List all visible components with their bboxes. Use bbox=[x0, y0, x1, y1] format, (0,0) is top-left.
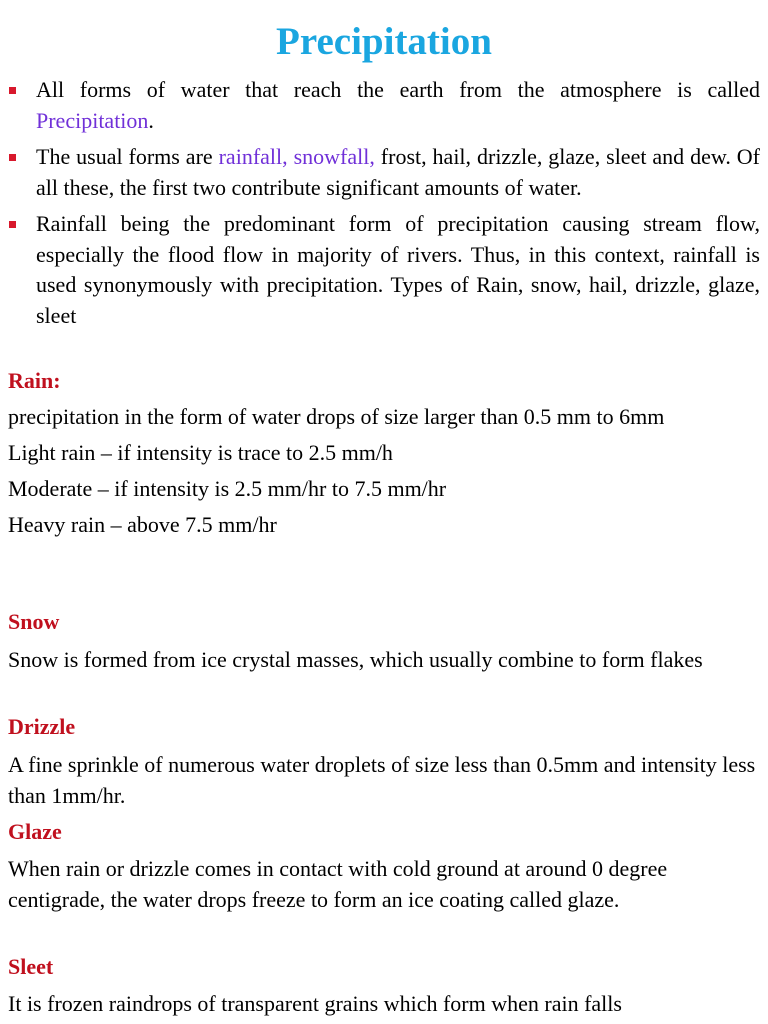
glaze-text: When rain or drizzle comes in contact with cold ground at around 0 degree centigrade, the water drops freeze to form an ice coating called glaze. bbox=[8, 856, 668, 912]
rain-moderate: Moderate – if intensity is 2.5 mm/hr to 7.5 mm/hr bbox=[8, 476, 447, 501]
square-bullet-icon bbox=[9, 154, 16, 161]
section-heading-rain: Rain: bbox=[8, 368, 61, 393]
bullet-item-rainfall bbox=[0, 209, 768, 331]
section-heading-snow: Snow bbox=[8, 609, 60, 634]
highlight-term: rainfall, snowfall, bbox=[218, 144, 375, 169]
highlight-term: Precipitation bbox=[36, 107, 149, 133]
drizzle-text: A fine sprinkle of numerous water droplets of size less than 0.5mm and intensity less than 1mm/hr. bbox=[8, 752, 756, 808]
rain-heavy: Heavy rain – above 7.5 mm/hr bbox=[8, 512, 277, 537]
bullet-text: The usual forms are bbox=[36, 144, 219, 169]
section-heading-glaze: Glaze bbox=[8, 819, 62, 844]
bullet-item-definition bbox=[0, 75, 768, 136]
square-bullet-icon bbox=[9, 221, 16, 228]
bullet-text: All forms of water that reach the earth from the atmosphere is called bbox=[36, 77, 760, 102]
bullet-text: frost, hail, drizzle, glaze, sleet and dew. Of all these, the first two contribute significant amounts of water. bbox=[36, 144, 760, 200]
bullet-text: . bbox=[148, 107, 154, 133]
bullet-text: Rainfall being the predominant form of precipitation causing stream flow, especially the flood flow in majority of rivers. Thus, in this context, rainfall is used synonymously with precipitation. Types of Rain, snow, hail, drizzle, glaze, sleet bbox=[36, 211, 760, 328]
square-bullet-icon bbox=[9, 87, 16, 94]
section-heading-drizzle: Drizzle bbox=[8, 714, 76, 739]
bullet-list bbox=[0, 75, 768, 337]
section-heading-sleet: Sleet bbox=[8, 954, 54, 979]
page-title: Precipitation bbox=[276, 20, 492, 63]
sleet-text: It is frozen raindrops of transparent grains which form when rain falls bbox=[8, 991, 622, 1016]
rain-definition: precipitation in the form of water drops of size larger than 0.5 mm to 6mm bbox=[8, 404, 665, 429]
rain-light: Light rain – if intensity is trace to 2.5 mm/h bbox=[8, 440, 393, 465]
bullet-item-forms bbox=[0, 142, 768, 203]
snow-text: Snow is formed from ice crystal masses, which usually combine to form flakes bbox=[8, 647, 703, 672]
